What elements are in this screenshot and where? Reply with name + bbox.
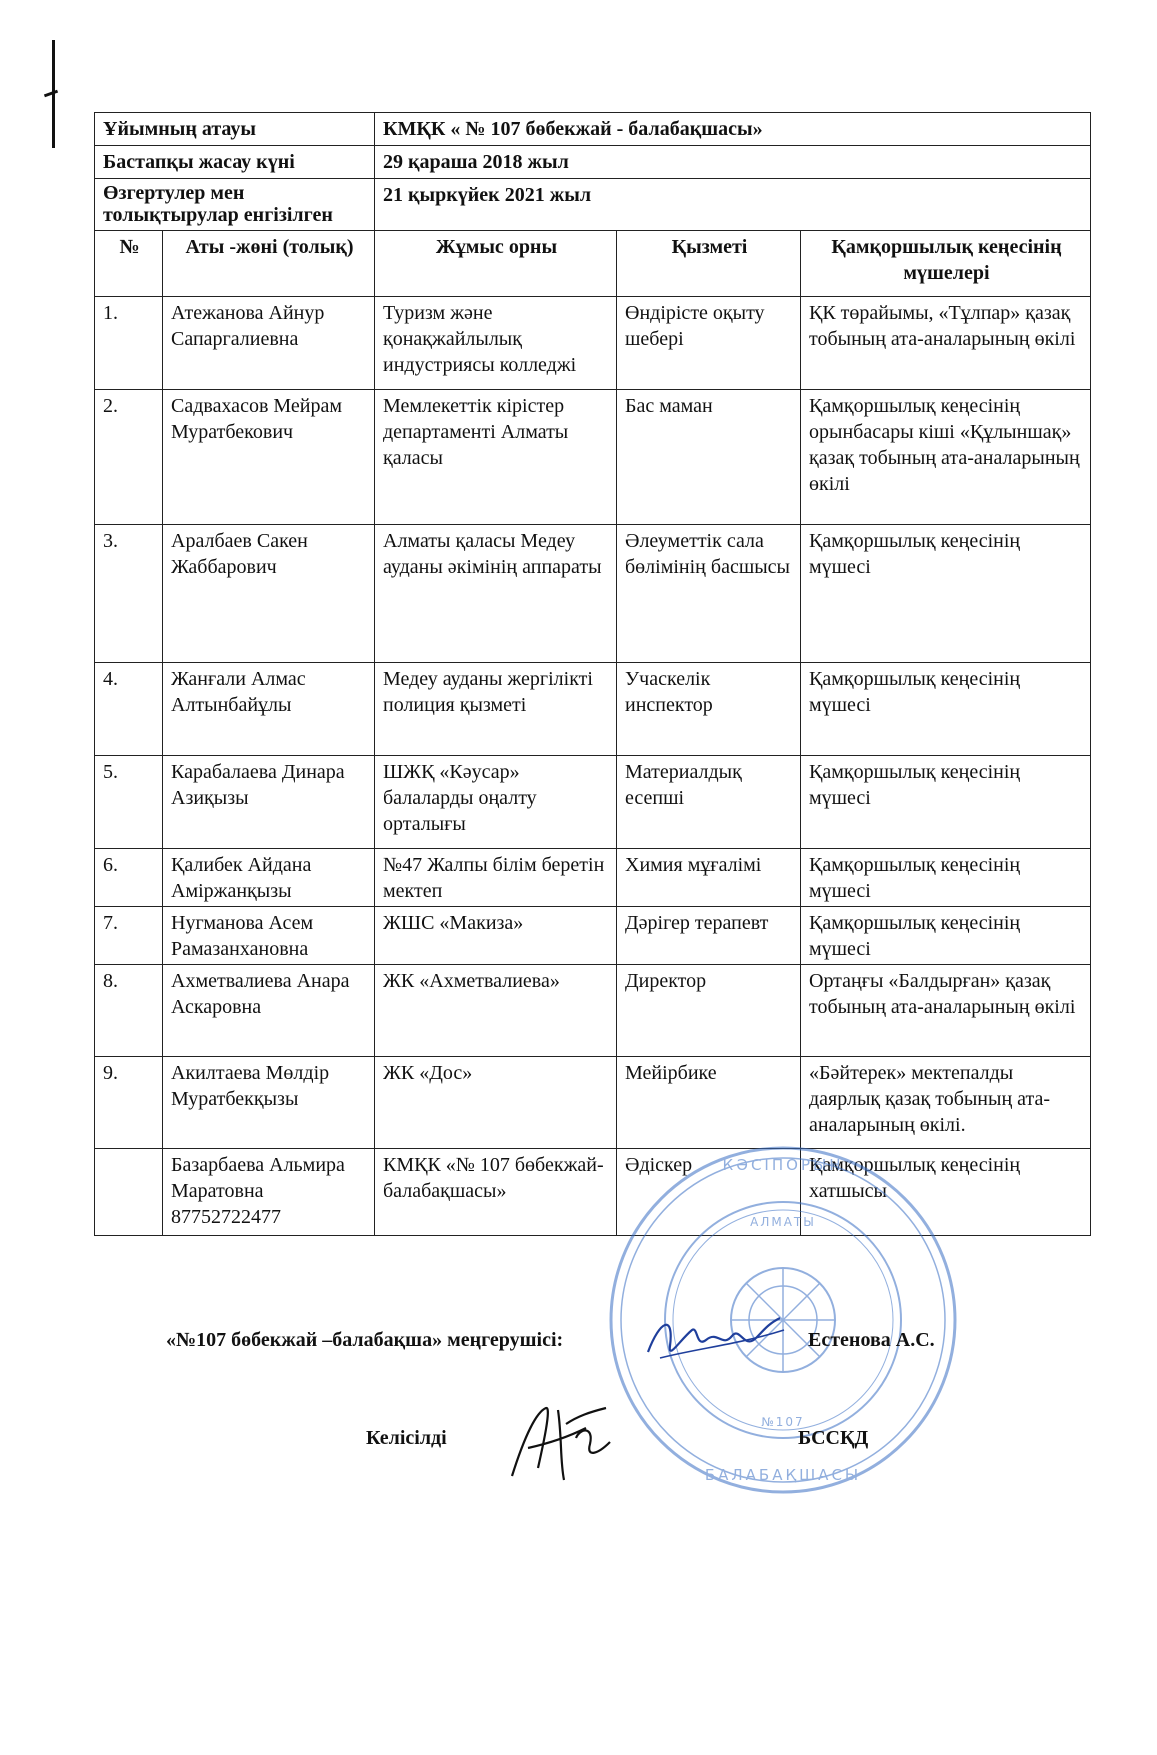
- row-role: Қамқоршылық кеңесінің мүшесі: [801, 849, 1091, 907]
- head-signature: [640, 1300, 790, 1380]
- date-label: Бастапқы жасау күні: [95, 146, 375, 179]
- row-name: Жанғали Алмас Алтынбайұлы: [163, 663, 375, 756]
- table-row: [95, 525, 1091, 663]
- row-work: Медеу ауданы жергілікті полиция қызметі: [375, 663, 617, 756]
- row-role: «Бәйтерек» мектепалды даярлық қазақ тобының ата-аналарының өкілі.: [801, 1057, 1091, 1149]
- agreed-org: БССҚД: [798, 1427, 869, 1449]
- margin-mark: [52, 40, 55, 148]
- row-work: Туризм және қонақжайлылық индустриясы колледжі: [375, 297, 617, 390]
- row-num: 4.: [95, 663, 163, 756]
- header-work: Жұмыс орны: [375, 231, 617, 297]
- table-row: [95, 849, 1091, 907]
- row-name: Атежанова Айнур Сапаргалиевна: [163, 297, 375, 390]
- row-work: ЖК «Ахметвалиева»: [375, 965, 617, 1057]
- table-row: [95, 663, 1091, 756]
- org-value: КМҚК « № 107 бөбекжай - балабақшасы»: [375, 113, 1091, 146]
- changes-label: Өзгертулер мен толықтырулар енгізілген: [95, 179, 375, 231]
- row-num: [95, 1149, 163, 1236]
- row-position: Бас маман: [617, 390, 801, 525]
- row-num: 8.: [95, 965, 163, 1057]
- row-work: ШЖҚ «Кәусар» балаларды оңалту орталығы: [375, 756, 617, 849]
- row-num: 1.: [95, 297, 163, 390]
- head-label: «№107 бөбекжай –балабақша» меңгерушісі:: [166, 1329, 564, 1351]
- row-work: ЖШС «Макиза»: [375, 907, 617, 965]
- row-role: Қамқоршылық кеңесінің мүшесі: [801, 525, 1091, 663]
- row-name: Акилтаева Мөлдір Муратбекқызы: [163, 1057, 375, 1149]
- row-work: Мемлекеттік кірістер департаменті Алматы қаласы: [375, 390, 617, 525]
- row-position: Директор: [617, 965, 801, 1057]
- row-position: Учаскелік инспектор: [617, 663, 801, 756]
- svg-text:АЛМАТЫ: АЛМАТЫ: [750, 1215, 816, 1229]
- row-position: Өндірісте оқыту шебері: [617, 297, 801, 390]
- row-num: 5.: [95, 756, 163, 849]
- row-num: 7.: [95, 907, 163, 965]
- row-role: Қамқоршылық кеңесінің хатшысы: [801, 1149, 1091, 1236]
- row-name: Садвахасов Мейрам Муратбекович: [163, 390, 375, 525]
- row-name: Базарбаева Альмира Маратовна 87752722477: [163, 1149, 375, 1236]
- row-work: №47 Жалпы білім беретін мектеп: [375, 849, 617, 907]
- header-row: [95, 231, 1091, 297]
- changes-row: [95, 179, 1091, 231]
- table-row: [95, 907, 1091, 965]
- row-work: КМҚК «№ 107 бөбекжай-балабақшасы»: [375, 1149, 617, 1236]
- row-role: ҚК төрайымы, «Тұлпар» қазақ тобының ата-аналарының өкілі: [801, 297, 1091, 390]
- row-position: Әдіскер: [617, 1149, 801, 1236]
- row-name: Аралбаев Сакен Жаббарович: [163, 525, 375, 663]
- row-role: Қамқоршылық кеңесінің мүшесі: [801, 907, 1091, 965]
- agreed-signature: [506, 1398, 616, 1488]
- row-name: Карабалаева Динара Азиқызы: [163, 756, 375, 849]
- table-row: [95, 756, 1091, 849]
- row-position: Материалдық есепші: [617, 756, 801, 849]
- head-name: Естенова А.С.: [808, 1329, 935, 1351]
- row-num: 9.: [95, 1057, 163, 1149]
- header-position: Қызметі: [617, 231, 801, 297]
- header-num: №: [95, 231, 163, 297]
- agreed-label: Келісілді: [366, 1427, 447, 1449]
- header-role: Қамқоршылық кеңесінің мүшелері: [801, 231, 1091, 297]
- row-name: Нугманова Асем Рамазанхановна: [163, 907, 375, 965]
- header-name: Аты -жөні (толық): [163, 231, 375, 297]
- date-row: [95, 146, 1091, 179]
- row-position: Химия мұғалімі: [617, 849, 801, 907]
- row-role: Қамқоршылық кеңесінің мүшесі: [801, 756, 1091, 849]
- svg-text:КӘСІПОРЫН: КӘСІПОРЫН: [722, 1156, 844, 1174]
- table-row: [95, 1057, 1091, 1149]
- changes-value: 21 қыркүйек 2021 жыл: [375, 179, 1091, 231]
- row-position: Әлеуметтік сала бөлімінің басшысы: [617, 525, 801, 663]
- trustee-council-table: [94, 112, 1091, 1236]
- table-row: [95, 297, 1091, 390]
- row-role: Ортаңғы «Балдырған» қазақ тобының ата-аналарының өкілі: [801, 965, 1091, 1057]
- row-name: Ахметвалиева Анара Аскаровна: [163, 965, 375, 1057]
- date-value: 29 қараша 2018 жыл: [375, 146, 1091, 179]
- row-num: 2.: [95, 390, 163, 525]
- row-num: 3.: [95, 525, 163, 663]
- row-position: Мейірбике: [617, 1057, 801, 1149]
- row-role: Қамқоршылық кеңесінің мүшесі: [801, 663, 1091, 756]
- org-row: [95, 113, 1091, 146]
- row-name: Қалибек Айдана Амiржанқызы: [163, 849, 375, 907]
- row-work: ЖК «Дос»: [375, 1057, 617, 1149]
- row-num: 6.: [95, 849, 163, 907]
- table-row: [95, 965, 1091, 1057]
- row-role: Қамқоршылық кеңесінің орынбасары кіші «Құлыншақ» қазақ тобының ата-аналарының өкілі: [801, 390, 1091, 525]
- table-row: [95, 390, 1091, 525]
- row-work: Алматы қаласы Медеу ауданы әкімінің аппараты: [375, 525, 617, 663]
- org-label: Ұйымның атауы: [95, 113, 375, 146]
- svg-text:БАЛАБАҚШАСЫ: БАЛАБАҚШАСЫ: [704, 1466, 862, 1484]
- row-position: Дәрігер терапевт: [617, 907, 801, 965]
- svg-text:№107: №107: [761, 1415, 805, 1429]
